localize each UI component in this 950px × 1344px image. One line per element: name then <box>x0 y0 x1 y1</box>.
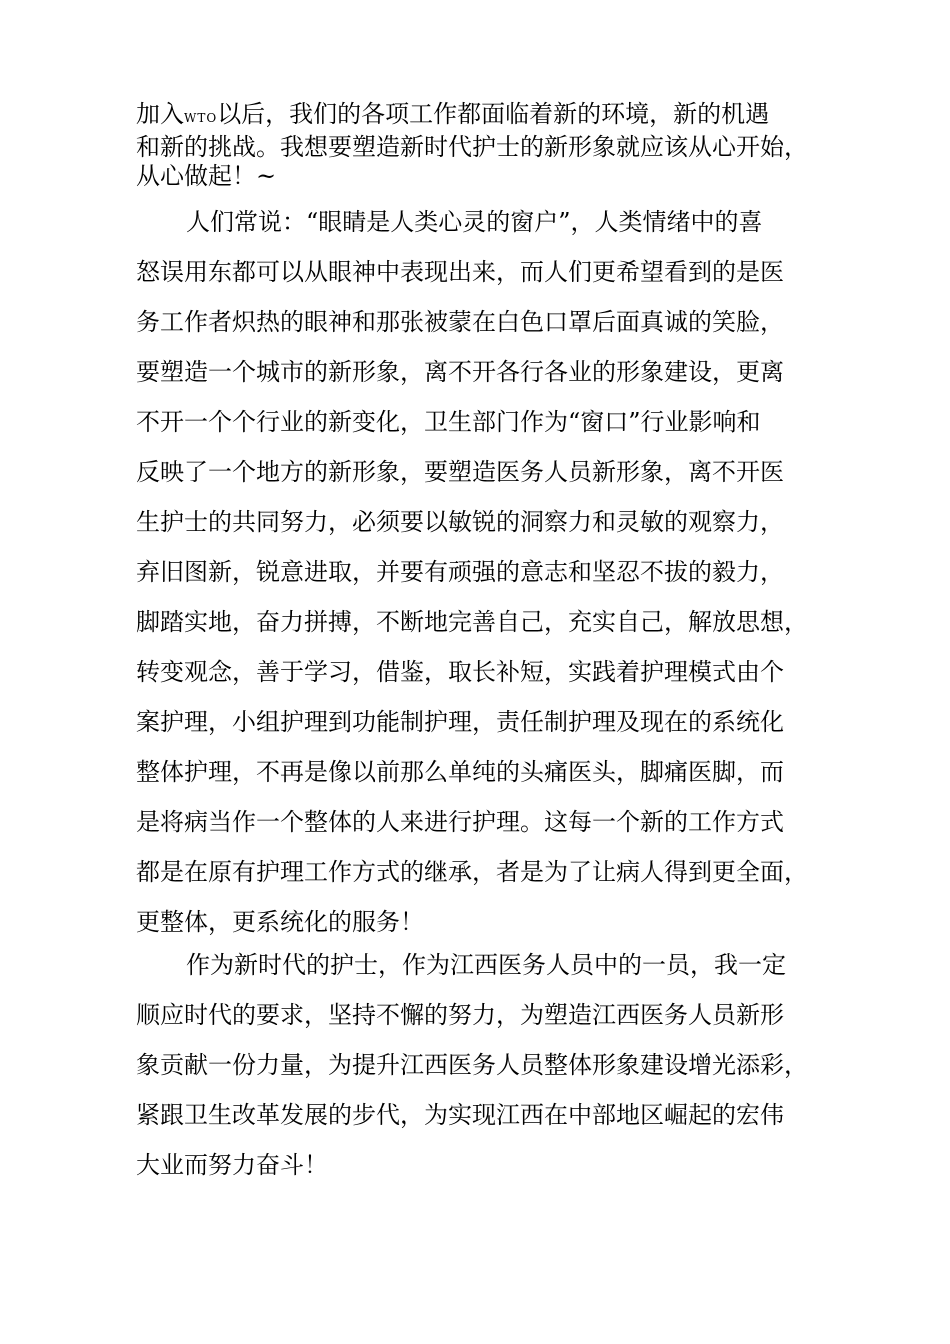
paragraph-line: 生护士的共同努力，必须要以敏锐的洞察力和灵敏的观察力， <box>136 508 784 536</box>
paragraph-line: 脚踏实地，奋力拼搏，不断地完善自己，充实自己，解放思想， <box>136 608 808 636</box>
paragraph-line: 不开一个个行业的新变化，卫生部门作为“窗口”行业影响和 <box>136 408 761 436</box>
paragraph-line: 怒误用东都可以从眼神中表现出来，而人们更希望看到的是医 <box>136 258 784 286</box>
paragraph-line: 转变观念，善于学习，借鉴，取长补短，实践着护理模式由个 <box>136 658 784 686</box>
paragraph-line: 要塑造一个城市的新形象，离不开各行各业的形象建设，更离 <box>136 358 784 386</box>
paragraph-line: 顺应时代的要求，坚持不懈的努力，为塑造江西医务人员新形 <box>136 1001 784 1029</box>
wto-abbreviation: WTO <box>184 111 218 125</box>
paragraph-line: 大业而努力奋斗！ <box>136 1151 328 1179</box>
paragraph-line: 务工作者炽热的眼神和那张被蒙在白色口罩后面真诚的笑脸， <box>136 308 784 336</box>
paragraph-line: 弃旧图新，锐意进取，并要有顽强的意志和坚忍不拔的毅力， <box>136 558 784 586</box>
intro-line-1 <box>136 100 836 133</box>
intro-line-1-before: 加入 <box>136 100 184 128</box>
intro-line-1-after: 以后，我们的各项工作都面临着新的环境，新的机遇 <box>217 100 770 128</box>
paragraph-line: 更整体，更系统化的服务！ <box>136 908 424 936</box>
paragraph-line: 都是在原有护理工作方式的继承，者是为了让病人得到更全面， <box>136 858 808 886</box>
intro-line-3: 从心做起！~ <box>136 162 277 190</box>
intro-line-2: 和新的挑战。我想要塑造新时代护士的新形象就应该从心开始， <box>136 133 808 161</box>
paragraph-line: 反映了一个地方的新形象，要塑造医务人员新形象，离不开医 <box>136 458 784 486</box>
intro-paragraph <box>136 100 836 191</box>
paragraph-line: 整体护理，不再是像以前那么单纯的头痛医头，脚痛医脚，而 <box>136 758 784 786</box>
paragraph-line: 作为新时代的护士，作为江西医务人员中的一员，我一定 <box>186 951 786 979</box>
paragraph-line: 是将病当作一个整体的人来进行护理。这每一个新的工作方式 <box>136 808 784 836</box>
paragraph-line: 象贡献一份力量，为提升江西医务人员整体形象建设增光添彩， <box>136 1051 808 1079</box>
paragraph-line: 人们常说：“眼睛是人类心灵的窗户”，人类情绪中的喜 <box>186 208 763 236</box>
paragraph-line: 紧跟卫生改革发展的步代，为实现江西在中部地区崛起的宏伟 <box>136 1101 784 1129</box>
body-paragraph-2 <box>136 940 846 1190</box>
paragraph-line: 案护理，小组护理到功能制护理，责任制护理及现在的系统化 <box>136 708 784 736</box>
body-paragraph-1 <box>136 197 846 947</box>
